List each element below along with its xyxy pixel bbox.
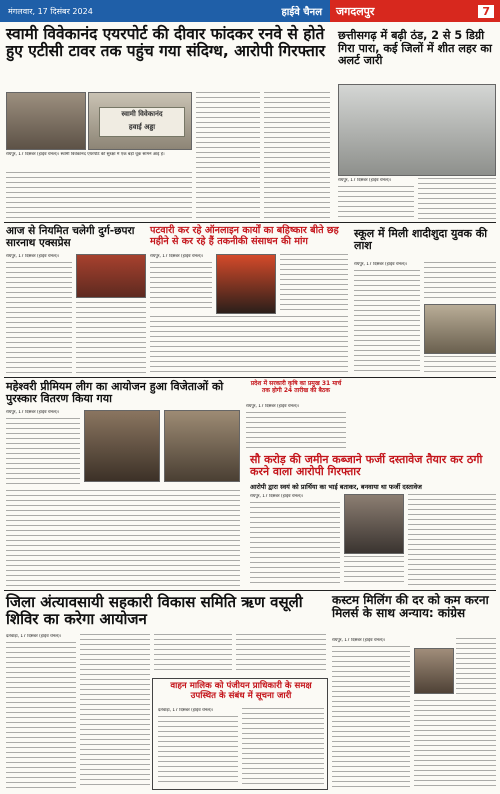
patwari-body-col1 bbox=[150, 262, 212, 312]
custom-body-col2a bbox=[456, 638, 496, 698]
train-headline: आज से नियमित चलेगी दुर्ग-छपरा सारनाथ एक्सप्रेस bbox=[6, 225, 135, 249]
vahan-headline: वाहन मालिक को पंजीयन प्राधिकारी के समक्ष उपस्थित के संबंध में सूचना जारी bbox=[170, 681, 312, 701]
airport-headline: स्वामी विवेकानंद एयरपोर्ट की दीवार फांदकर रनवे से होते हुए एटीसी टावर तक पहुंच गया संदिग्ध, आरोपी गिरफ्तार bbox=[6, 25, 326, 61]
custom-body-col1 bbox=[332, 646, 410, 788]
cold-dateline: रायपुर, 17 दिसंबर (हाईवे चैनल)। bbox=[338, 178, 392, 183]
cold-fog-photo bbox=[338, 84, 496, 176]
header-paper-name: हाईवे चैनल bbox=[281, 7, 322, 18]
header-right-band bbox=[330, 0, 500, 22]
sahkari-body-col2 bbox=[80, 634, 150, 788]
body-body-col2b bbox=[424, 356, 496, 374]
airport-sign-line-1: स्वामी विवेकानंद bbox=[121, 110, 163, 118]
body-dateline: रायपुर, 17 दिसंबर (हाईवे चैनल)। bbox=[354, 262, 408, 267]
pramukh-dateline: रायपुर, 17 दिसंबर (हाईवे चैनल)। bbox=[246, 404, 300, 409]
divider bbox=[4, 222, 496, 223]
body-headline: स्कूल में मिली शादीशुदा युवक की लाश bbox=[354, 227, 488, 253]
land-body-col1 bbox=[250, 502, 340, 586]
cold-body-col2 bbox=[418, 178, 496, 220]
body-body-col2a bbox=[424, 262, 496, 302]
train-body-col1 bbox=[6, 262, 72, 374]
custom-body-col2b bbox=[414, 700, 496, 788]
custom-dateline: रायपुर, 17 दिसंबर (हाईवे चैनल)। bbox=[332, 638, 386, 643]
header-left-band bbox=[0, 0, 330, 22]
header-page-number: 7 bbox=[478, 5, 494, 18]
sahkari-dateline: दंतेवाड़ा, 17 दिसंबर (हाईवे चैनल)। bbox=[6, 634, 62, 639]
sahkari-headline: जिला अंत्यावसायी सहकारी विकास समिति ऋण वसूली शिविर का करेगा आयोजन bbox=[6, 593, 303, 628]
cold-headline: छत्तीसगढ़ में बढ़ी ठंड, 2 से 5 डिग्री गिरा पारा, कई जिलों में शीत लहर का अलर्ट जारी bbox=[338, 29, 492, 68]
divider bbox=[4, 590, 496, 591]
league-dateline: रायपुर, 17 दिसंबर (हाईवे चैनल)। bbox=[6, 410, 60, 415]
train-body-col2 bbox=[76, 302, 146, 374]
vahan-body-col2 bbox=[242, 708, 324, 786]
divider bbox=[4, 377, 496, 378]
custom-leader-photo bbox=[414, 648, 454, 694]
airport-body-lower bbox=[6, 172, 192, 218]
league-headline: महेश्वरी प्रीमियम लीग का आयोजन हुआ विजेताओं को पुरस्कार वितरण किया गया bbox=[6, 380, 224, 406]
sahkari-body-col1 bbox=[6, 642, 76, 788]
airport-sign-line-2: हवाई अड्डा bbox=[128, 123, 156, 131]
league-photo-1 bbox=[84, 410, 160, 482]
cold-body-col1 bbox=[338, 186, 414, 220]
body-photo bbox=[424, 304, 496, 354]
airport-suspect-photo bbox=[6, 92, 86, 150]
sahkari-body-col3 bbox=[154, 634, 232, 674]
train-dateline: रायपुर, 17 दिसंबर (हाईवे चैनल)। bbox=[6, 254, 60, 259]
land-body-col3 bbox=[408, 494, 496, 586]
patwari-dateline: रायपुर, 17 दिसंबर (हाईवे चैनल)। bbox=[150, 254, 204, 259]
patwari-body-col2 bbox=[280, 254, 348, 310]
header-city: जगदलपुर bbox=[336, 4, 375, 18]
land-headline: सौ करोड़ की जमीन कब्जाने फर्जी दस्तावेज तैयार कर ठगी करने वाला आरोपी गिरफ्तार bbox=[250, 453, 483, 479]
header-date: मंगलवार, 17 दिसंबर 2024 bbox=[8, 6, 93, 16]
league-body-col1 bbox=[6, 418, 80, 488]
airport-sign bbox=[99, 107, 185, 137]
patwari-body-lower bbox=[150, 316, 348, 374]
league-body-lower bbox=[6, 490, 240, 586]
patwari-protest-photo bbox=[216, 254, 276, 314]
vahan-body-col1 bbox=[158, 716, 238, 786]
pramukh-headline: प्रदेश में सरकारी कृषि का प्रमुख 31 मार्च तक होगी 24 तारीख की बैठक bbox=[250, 380, 342, 394]
airport-body-col2 bbox=[264, 92, 330, 218]
league-photo-2 bbox=[164, 410, 240, 482]
airport-caption: रायपुर, 17 दिसंबर (हाईवे चैनल)। स्वामी विवेकानंद एयरपोर्ट की सुरक्षा में एक बड़ी चूक सामने आई है। bbox=[6, 152, 165, 157]
custom-headline: कस्टम मिलिंग की दर को कम करना मिलर्स के साथ अन्याय: कांग्रेस bbox=[332, 593, 489, 621]
train-photo bbox=[76, 254, 146, 298]
land-dateline: रायपुर, 17 दिसंबर (हाईवे चैनल)। bbox=[250, 494, 304, 499]
patwari-headline: पटवारी कर रहे ऑनलाइन कार्यों का बहिष्कार बीते छह महीने से कर रहे हैं तकनीकी संसाधन की मांग bbox=[150, 225, 339, 247]
vahan-dateline: दंतेवाड़ा, 17 दिसंबर (हाईवे चैनल)। bbox=[158, 708, 214, 713]
page-header bbox=[0, 0, 500, 22]
land-accused-photo bbox=[344, 494, 404, 554]
land-subhead: आरोपी द्वारा स्वयं को प्रार्थिया का भाई बताकर, बनवाया था फर्जी दस्तावेज bbox=[250, 483, 422, 491]
sahkari-body-col4 bbox=[236, 634, 326, 674]
airport-body-col1 bbox=[196, 92, 260, 218]
body-body-col1 bbox=[354, 270, 420, 374]
pramukh-body bbox=[246, 412, 346, 450]
land-body-col2 bbox=[344, 556, 404, 586]
airport-building-photo bbox=[88, 92, 192, 150]
